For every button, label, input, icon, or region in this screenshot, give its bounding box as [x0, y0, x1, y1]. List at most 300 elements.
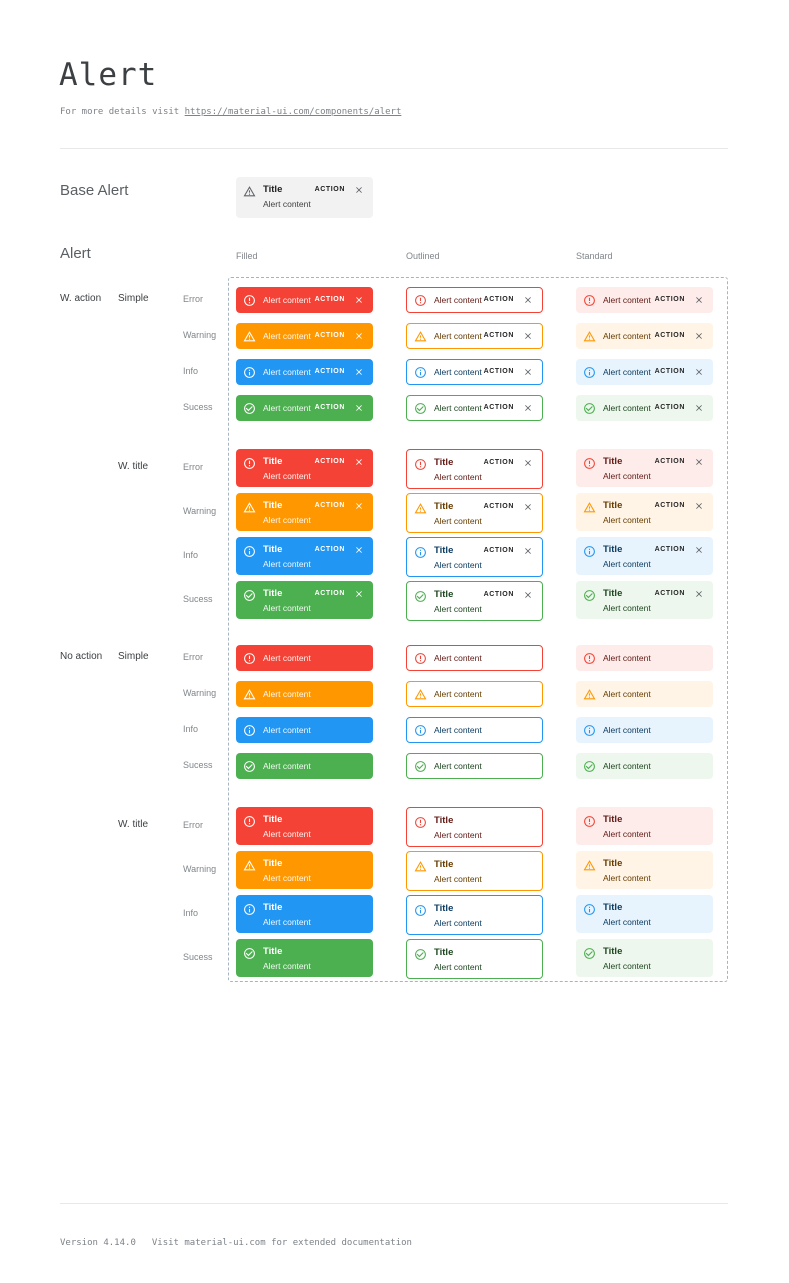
alert-content: Alert content: [434, 760, 482, 771]
alert-content: Alert content: [434, 874, 482, 885]
alert-content: Alert content: [263, 652, 311, 663]
severity-label: Warning: [183, 330, 217, 340]
alert-content: Alert content: [603, 603, 651, 614]
close-icon[interactable]: [523, 367, 533, 377]
alert-title: Title: [263, 456, 283, 467]
alert-title-row: [263, 946, 364, 957]
footer-version: Version 4.14.0: [60, 1238, 136, 1248]
alert-title-row: [263, 814, 364, 825]
error-icon: [583, 457, 596, 470]
alert-title-row: [263, 456, 364, 467]
alert-body: [263, 184, 364, 210]
page-title: Alert: [59, 57, 158, 93]
alert-content: Alert content: [263, 366, 311, 377]
action-button[interactable]: ACTION: [654, 589, 685, 597]
warning-icon: [243, 330, 256, 343]
severity-label: Error: [183, 652, 203, 662]
alert-filled-info-simple: [236, 717, 373, 743]
success-icon: [243, 589, 256, 602]
close-icon[interactable]: [523, 331, 533, 341]
alert-body: [603, 588, 704, 614]
alert-title: Title: [603, 544, 623, 555]
alert-content: Alert content: [603, 688, 651, 699]
close-icon[interactable]: [694, 545, 704, 555]
close-icon[interactable]: [523, 502, 533, 512]
close-icon[interactable]: [354, 501, 364, 511]
action-button[interactable]: ACTION: [483, 295, 514, 303]
footer-divider: [60, 1203, 728, 1204]
alert-content: Alert content: [263, 688, 311, 699]
alert-title: Title: [263, 184, 283, 195]
action-button[interactable]: ACTION: [654, 331, 685, 339]
alert-outlined-sucess-titled-action: [406, 581, 543, 621]
severity-label: Info: [183, 366, 199, 376]
alert-title-row: [603, 902, 704, 913]
alert-body: [603, 902, 704, 928]
alert-content: Alert content: [263, 199, 311, 210]
close-icon[interactable]: [694, 589, 704, 599]
alert-filled-warning-titled: [236, 851, 373, 889]
action-button[interactable]: ACTION: [654, 367, 685, 375]
section-label-alert: Alert: [60, 245, 91, 262]
severity-label: Sucess: [183, 952, 213, 962]
action-button[interactable]: ACTION: [314, 501, 345, 509]
alert-filled-sucess-simple: [236, 753, 373, 779]
alert-content: Alert content: [263, 330, 311, 341]
alert-title: Title: [263, 588, 283, 599]
action-button[interactable]: ACTION: [654, 295, 685, 303]
alert-content: Alert content: [434, 560, 482, 571]
alert-content: Alert content: [434, 830, 482, 841]
alert-filled-error-titled-action: [236, 449, 373, 487]
close-icon[interactable]: [354, 457, 364, 467]
warning-icon: [243, 859, 256, 872]
action-button[interactable]: ACTION: [483, 546, 514, 554]
warning-icon: [243, 185, 256, 198]
alert-content: Alert content: [434, 724, 482, 735]
action-button[interactable]: ACTION: [654, 545, 685, 553]
alert-title: Title: [603, 588, 623, 599]
alert-standard-error-simple: [576, 645, 713, 671]
alert-content: Alert content: [263, 471, 311, 482]
alert-filled-error-titled: [236, 807, 373, 845]
alert-content: Alert content: [603, 515, 651, 526]
alert-title: Title: [263, 500, 283, 511]
alert-title-row: [434, 545, 533, 556]
alert-body: [603, 946, 704, 972]
page-subtitle: [60, 107, 401, 117]
alert-content: Alert content: [603, 471, 651, 482]
footer: [60, 1238, 412, 1248]
close-icon[interactable]: [694, 367, 704, 377]
alert-standard-warning-simple-action: [576, 323, 713, 349]
error-icon: [243, 294, 256, 307]
alert-title-row: [434, 589, 533, 600]
alert-title-row: [434, 859, 533, 870]
action-button[interactable]: ACTION: [314, 545, 345, 553]
alert-content: Alert content: [263, 961, 311, 972]
success-icon: [414, 402, 427, 415]
alert-filled-error-simple: [236, 645, 373, 671]
alert-content: Alert content: [603, 917, 651, 928]
alert-content: Alert content: [434, 366, 482, 377]
close-icon[interactable]: [694, 295, 704, 305]
alert-standard-sucess-simple-action: [576, 395, 713, 421]
alert-content: Alert content: [434, 516, 482, 527]
alert-content: Alert content: [263, 559, 311, 570]
alert-body: [434, 859, 533, 885]
error-icon: [414, 294, 427, 307]
success-icon: [414, 760, 427, 773]
alert-standard-error-titled-action: [576, 449, 713, 487]
alert-title-row: [434, 815, 533, 826]
warning-icon: [414, 330, 427, 343]
info-icon: [243, 903, 256, 916]
alert-outlined-error-titled-action: [406, 449, 543, 489]
alert-title-row: [603, 544, 704, 555]
alert-content: Alert content: [603, 873, 651, 884]
severity-label: Warning: [183, 506, 217, 516]
info-icon: [583, 724, 596, 737]
severity-label: Info: [183, 908, 199, 918]
alert-title: Title: [263, 858, 283, 869]
alert-title-row: [434, 501, 533, 512]
close-icon[interactable]: [694, 501, 704, 511]
error-icon: [243, 815, 256, 828]
alert-content: Alert content: [434, 402, 482, 413]
alert-body: [263, 588, 364, 614]
action-button[interactable]: ACTION: [314, 403, 345, 411]
success-icon: [583, 947, 596, 960]
alert-title: Title: [434, 815, 454, 826]
alert-body: [603, 456, 704, 482]
alert-outlined-info-simple: [406, 717, 543, 743]
alert-outlined-error-simple: [406, 645, 543, 671]
close-icon[interactable]: [523, 458, 533, 468]
action-button[interactable]: ACTION: [314, 331, 345, 339]
alert-body: [434, 457, 533, 483]
alert-filled-warning-titled-action: [236, 493, 373, 531]
error-icon: [243, 457, 256, 470]
subgroup-label: W. title: [118, 461, 149, 472]
alert-title: Title: [603, 858, 623, 869]
severity-label: Warning: [183, 864, 217, 874]
info-icon: [243, 724, 256, 737]
alert-title-row: [603, 500, 704, 511]
alert-title-row: [263, 544, 364, 555]
close-icon[interactable]: [354, 589, 364, 599]
alert-standard-error-simple-action: [576, 287, 713, 313]
alert-title: Title: [263, 902, 283, 913]
alert-body: [603, 858, 704, 884]
alert-title-row: [434, 457, 533, 468]
action-button[interactable]: ACTION: [314, 457, 345, 465]
alert-body: [434, 501, 533, 527]
alert-title-row: [603, 814, 704, 825]
alert-body: [434, 589, 533, 615]
column-header-filled: Filled: [236, 251, 258, 261]
alert-standard-sucess-titled: [576, 939, 713, 977]
action-button[interactable]: ACTION: [483, 403, 514, 411]
severity-label: Sucess: [183, 760, 213, 770]
severity-label: Sucess: [183, 594, 213, 604]
success-icon: [243, 760, 256, 773]
alert-title: Title: [434, 903, 454, 914]
action-button[interactable]: ACTION: [654, 403, 685, 411]
close-icon[interactable]: [354, 185, 364, 195]
info-icon: [414, 366, 427, 379]
success-icon: [583, 589, 596, 602]
info-icon: [243, 545, 256, 558]
severity-label: Sucess: [183, 402, 213, 412]
error-icon: [583, 294, 596, 307]
subgroup-label: W. title: [118, 819, 149, 830]
warning-icon: [583, 859, 596, 872]
alert-content: Alert content: [263, 402, 311, 413]
alert-content: Alert content: [434, 918, 482, 929]
alert-title-row: [603, 456, 704, 467]
alert-title: Title: [603, 500, 623, 511]
alert-filled-warning-simple-action: [236, 323, 373, 349]
action-button[interactable]: ACTION: [483, 590, 514, 598]
alert-title: Title: [263, 544, 283, 555]
alert-standard-info-titled: [576, 895, 713, 933]
alert-content: Alert content: [603, 330, 651, 341]
success-icon: [243, 947, 256, 960]
alert-standard-warning-simple: [576, 681, 713, 707]
alert-filled-warning-simple: [236, 681, 373, 707]
action-button[interactable]: ACTION: [483, 458, 514, 466]
alert-content: Alert content: [603, 760, 651, 771]
alert-outlined-sucess-titled: [406, 939, 543, 979]
warning-icon: [243, 688, 256, 701]
warning-icon: [414, 860, 427, 873]
alert-title: Title: [434, 545, 454, 556]
alert-title-row: [263, 588, 364, 599]
alert-outlined-sucess-simple: [406, 753, 543, 779]
alert-content: Alert content: [263, 515, 311, 526]
alert-outlined-error-titled: [406, 807, 543, 847]
alert-content: Alert content: [263, 724, 311, 735]
alert-filled-sucess-titled: [236, 939, 373, 977]
alert-content: Alert content: [434, 688, 482, 699]
close-icon[interactable]: [354, 545, 364, 555]
alert-content: Alert content: [434, 962, 482, 973]
error-icon: [414, 816, 427, 829]
alert-content: Alert content: [434, 604, 482, 615]
severity-label: Error: [183, 294, 203, 304]
success-icon: [583, 760, 596, 773]
alert-content: Alert content: [434, 472, 482, 483]
alert-content: Alert content: [434, 330, 482, 341]
column-header-standard: Standard: [576, 251, 613, 261]
alert-filled-info-simple-action: [236, 359, 373, 385]
alert-body: [263, 456, 364, 482]
alert-title: Title: [434, 501, 454, 512]
info-icon: [583, 545, 596, 558]
alert-title: Title: [603, 456, 623, 467]
alert-title: Title: [603, 814, 623, 825]
alert-body: [434, 815, 533, 841]
alert-body: [434, 947, 533, 973]
alert-title: Title: [603, 946, 623, 957]
doc-link[interactable]: https://material-ui.com/components/alert: [184, 107, 402, 117]
close-icon[interactable]: [523, 590, 533, 600]
alert-content: Alert content: [603, 724, 651, 735]
alert-body: [603, 544, 704, 570]
info-icon: [583, 903, 596, 916]
info-icon: [414, 724, 427, 737]
alert-standard-info-simple-action: [576, 359, 713, 385]
close-icon[interactable]: [694, 457, 704, 467]
alert-standard-info-simple: [576, 717, 713, 743]
info-icon: [414, 904, 427, 917]
alert-title-row: [434, 947, 533, 958]
alert-title: Title: [263, 946, 283, 957]
action-button[interactable]: ACTION: [654, 501, 685, 509]
alert-body: [603, 814, 704, 840]
alert-filled-sucess-titled-action: [236, 581, 373, 619]
alert-title-row: [603, 588, 704, 599]
info-icon: [583, 366, 596, 379]
severity-label: Error: [183, 820, 203, 830]
footer-note: Visit material-ui.com for extended documentation: [151, 1238, 412, 1248]
alert-title: Title: [434, 859, 454, 870]
alert-content: Alert content: [603, 294, 651, 305]
alert-standard-sucess-simple: [576, 753, 713, 779]
close-icon[interactable]: [354, 331, 364, 341]
alert-content: Alert content: [263, 917, 311, 928]
action-button[interactable]: ACTION: [314, 589, 345, 597]
close-icon[interactable]: [694, 331, 704, 341]
warning-icon: [583, 688, 596, 701]
alert-body: [603, 500, 704, 526]
action-button[interactable]: ACTION: [483, 367, 514, 375]
alert-body: [434, 545, 533, 571]
alert-content: Alert content: [263, 294, 311, 305]
warning-icon: [583, 330, 596, 343]
alert-content: Alert content: [603, 402, 651, 413]
action-button[interactable]: ACTION: [314, 367, 345, 375]
alert-body: [263, 544, 364, 570]
alert-content: Alert content: [263, 760, 311, 771]
alert-body: [263, 500, 364, 526]
alert-title-row: [434, 903, 533, 914]
alert-title: Title: [603, 902, 623, 913]
success-icon: [414, 948, 427, 961]
error-icon: [414, 458, 427, 471]
column-header-outlined: Outlined: [406, 251, 440, 261]
alert-outlined-info-titled: [406, 895, 543, 935]
action-button[interactable]: ACTION: [654, 457, 685, 465]
alert-content: Alert content: [603, 829, 651, 840]
action-button[interactable]: ACTION: [314, 295, 345, 303]
warning-icon: [243, 501, 256, 514]
alert-body: [263, 946, 364, 972]
alert-body: [263, 902, 364, 928]
alert-filled-info-titled-action: [236, 537, 373, 575]
alert-body: [263, 858, 364, 884]
alert-content: Alert content: [603, 559, 651, 570]
success-icon: [414, 590, 427, 603]
alert-body: [263, 814, 364, 840]
alert-title-row: [263, 858, 364, 869]
close-icon[interactable]: [523, 403, 533, 413]
close-icon[interactable]: [523, 295, 533, 305]
severity-label: Warning: [183, 688, 217, 698]
error-icon: [583, 652, 596, 665]
close-icon[interactable]: [354, 403, 364, 413]
alert-title-row: [263, 500, 364, 511]
alert-content: Alert content: [434, 294, 482, 305]
alert-outlined-warning-titled: [406, 851, 543, 891]
alert-title: Title: [263, 814, 283, 825]
alert-outlined-info-simple-action: [406, 359, 543, 385]
alert-outlined-warning-titled-action: [406, 493, 543, 533]
alert-standard-warning-titled-action: [576, 493, 713, 531]
section-label-base-alert: Base Alert: [60, 182, 129, 199]
alert-filled-error-simple-action: [236, 287, 373, 313]
close-icon[interactable]: [694, 403, 704, 413]
subtitle-text: For more details visit: [60, 107, 185, 117]
alert-outlined-sucess-simple-action: [406, 395, 543, 421]
alert-content: Alert content: [434, 652, 482, 663]
alert-title: Title: [434, 589, 454, 600]
alert-content: Alert content: [603, 652, 651, 663]
alert-title: Title: [434, 947, 454, 958]
warning-icon: [414, 502, 427, 515]
severity-label: Error: [183, 462, 203, 472]
header-divider: [60, 148, 728, 149]
action-button[interactable]: ACTION: [314, 185, 345, 193]
close-icon[interactable]: [354, 367, 364, 377]
warning-icon: [414, 688, 427, 701]
alert-content: Alert content: [603, 961, 651, 972]
success-icon: [243, 402, 256, 415]
info-icon: [414, 546, 427, 559]
alert-title-row: [263, 902, 364, 913]
info-icon: [243, 366, 256, 379]
alert-content: Alert content: [263, 829, 311, 840]
alert-content: Alert content: [603, 366, 651, 377]
subgroup-label: Simple: [118, 651, 149, 662]
close-icon[interactable]: [523, 546, 533, 556]
alert-title-row: [263, 184, 364, 195]
alert-outlined-error-simple-action: [406, 287, 543, 313]
base-alert: [236, 177, 373, 218]
action-button[interactable]: ACTION: [483, 331, 514, 339]
success-icon: [583, 402, 596, 415]
warning-icon: [583, 501, 596, 514]
alert-content: Alert content: [263, 603, 311, 614]
error-icon: [243, 652, 256, 665]
error-icon: [414, 652, 427, 665]
error-icon: [583, 815, 596, 828]
severity-label: Info: [183, 724, 199, 734]
row-group-label: W. action: [60, 293, 102, 304]
alert-standard-warning-titled: [576, 851, 713, 889]
action-button[interactable]: ACTION: [483, 502, 514, 510]
alert-title-row: [603, 858, 704, 869]
subgroup-label: Simple: [118, 293, 149, 304]
close-icon[interactable]: [354, 295, 364, 305]
alert-filled-info-titled: [236, 895, 373, 933]
alert-standard-error-titled: [576, 807, 713, 845]
alert-outlined-warning-simple: [406, 681, 543, 707]
alert-filled-sucess-simple-action: [236, 395, 373, 421]
alert-title: Title: [434, 457, 454, 468]
alert-title-row: [603, 946, 704, 957]
